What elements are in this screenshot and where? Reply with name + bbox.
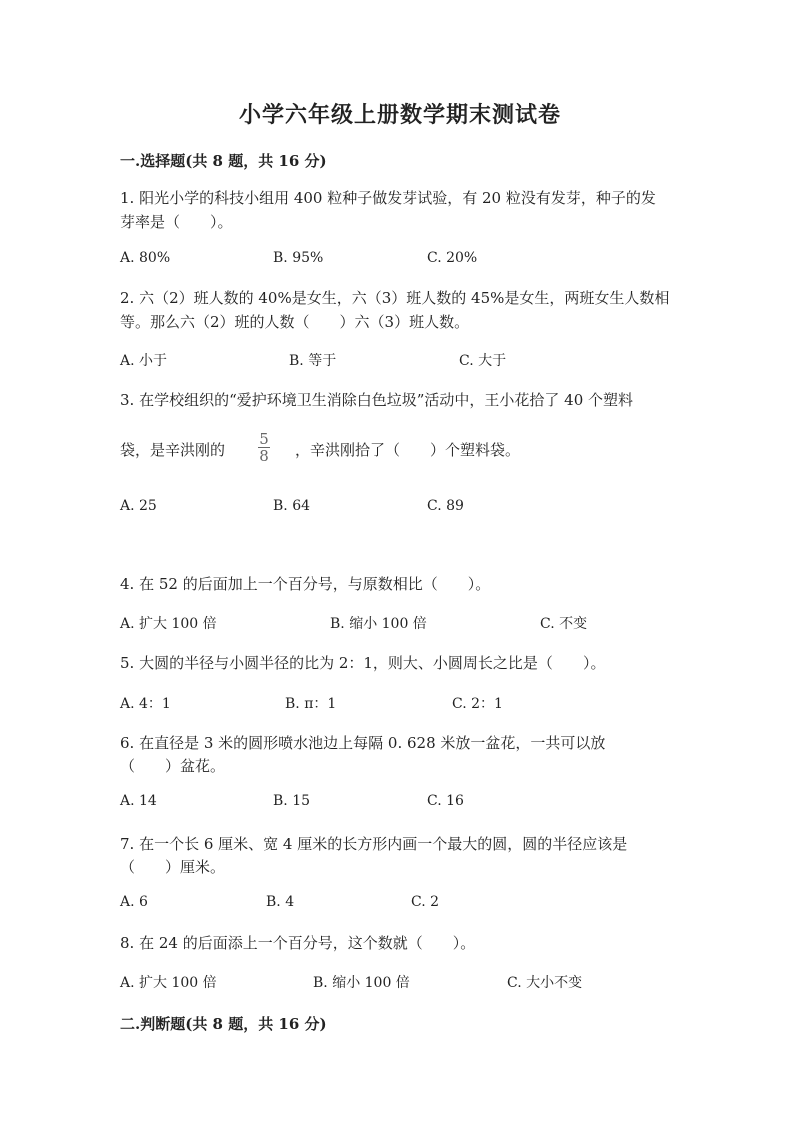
question-7-option-b: B. 4 — [266, 894, 295, 910]
question-1-line-1: 1. 阳光小学的科技小组用 400 粒种子做发芽试验，有 20 粒没有发芽，种子的发 — [120, 189, 656, 207]
question-6-line-1: 6. 在直径是 3 米的圆形喷水池边上每隔 0. 628 米放一盆花，一共可以放 — [120, 734, 606, 752]
question-3-line-1: 3. 在学校组织的“爱护环境卫生消除白色垃圾”活动中，王小花拾了 40 个塑料 — [120, 391, 634, 409]
question-4-option-a: A. 扩大 100 倍 — [120, 616, 217, 632]
question-1-option-b: B. 95% — [273, 250, 324, 266]
question-2-option-a: A. 小于 — [120, 353, 168, 369]
question-6-option-b: B. 15 — [273, 793, 311, 809]
question-5-option-c: C. 2：1 — [452, 696, 503, 712]
question-6-option-c: C. 16 — [427, 793, 464, 809]
question-5-option-a: A. 4：1 — [120, 696, 171, 712]
question-7-option-c: C. 2 — [411, 894, 440, 910]
question-3-option-a: A. 25 — [120, 498, 157, 514]
section-heading-choice: 一.选择题(共 8 题，共 16 分) — [120, 152, 327, 170]
question-3-line-2b: ，辛洪刚拾了（ ）个塑料袋。 — [295, 441, 521, 459]
question-5-line-1: 5. 大圆的半径与小圆半径的比为 2：1，则大、小圆周长之比是（ ）。 — [120, 654, 606, 672]
question-1-option-c: C. 20% — [427, 250, 478, 266]
question-3-option-c: C. 89 — [427, 498, 464, 514]
question-4-option-b: B. 缩小 100 倍 — [330, 616, 427, 632]
question-4-line-1: 4. 在 52 的后面加上一个百分号，与原数相比（ ）。 — [120, 575, 491, 593]
question-7-line-1: 7. 在一个长 6 厘米、宽 4 厘米的长方形内画一个最大的圆，圆的半径应该是 — [120, 835, 628, 853]
question-5-option-b: B. π：1 — [285, 696, 337, 712]
question-8-option-a: A. 扩大 100 倍 — [120, 975, 217, 991]
fraction — [257, 431, 271, 464]
page-title: 小学六年级上册数学期末测试卷 — [238, 102, 561, 128]
question-6-line-2: （ ）盆花。 — [120, 757, 226, 775]
question-1-option-a: A. 80% — [120, 250, 171, 266]
question-8-option-b: B. 缩小 100 倍 — [313, 975, 410, 991]
question-7-option-a: A. 6 — [120, 894, 148, 910]
question-4-option-c: C. 不变 — [540, 616, 588, 632]
question-3-option-b: B. 64 — [273, 498, 311, 514]
fraction-numerator: 5 — [259, 430, 269, 448]
question-7-line-2: （ ）厘米。 — [120, 858, 226, 876]
question-8-line-1: 8. 在 24 的后面添上一个百分号，这个数就（ ）。 — [120, 934, 476, 952]
question-8-option-c: C. 大小不变 — [507, 975, 583, 991]
question-2-line-1: 2. 六（2）班人数的 40%是女生，六（3）班人数的 45%是女生，两班女生人数相 — [120, 289, 670, 307]
question-2-option-b: B. 等于 — [289, 353, 337, 369]
question-1-line-2: 芽率是（ ）。 — [120, 213, 233, 231]
question-6-option-a: A. 14 — [120, 793, 157, 809]
section-heading-judgement: 二.判断题(共 8 题，共 16 分) — [120, 1015, 327, 1033]
question-2-option-c: C. 大于 — [459, 353, 507, 369]
question-2-line-2: 等。那么六（2）班的人数（ ）六（3）班人数。 — [120, 313, 470, 331]
question-3-line-2a: 袋，是辛洪刚的 — [120, 441, 226, 459]
fraction-denominator: 8 — [259, 447, 269, 465]
